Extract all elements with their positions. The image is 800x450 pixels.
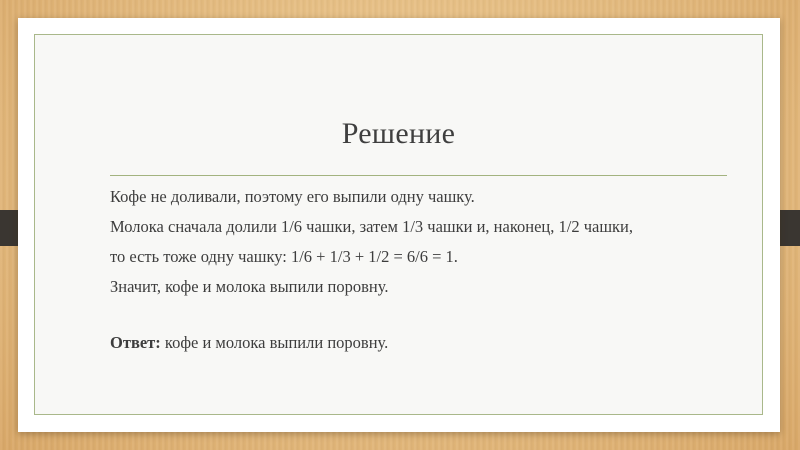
slide-card [18, 18, 780, 432]
slide-frame [34, 34, 763, 415]
title-divider [110, 175, 727, 176]
paragraph-sum: то есть тоже одну чашку: 1/6 + 1/3 + 1/2 = 6/6 = 1. [110, 247, 458, 266]
paragraph-milk: Молока сначала долили 1/6 чашки, затем 1/3 чашки и, наконец, 1/2 чашки, [110, 217, 633, 236]
answer-label: Ответ: [110, 333, 161, 352]
answer-line [110, 333, 710, 353]
slide-title: Решение [341, 117, 456, 150]
paragraph-spacer [110, 307, 710, 333]
paragraph-coffee: Кофе не доливали, поэтому его выпили одну чашку. [110, 187, 475, 206]
slide-body [110, 187, 710, 363]
paragraph-conclusion: Значит, кофе и молока выпили поровну. [110, 277, 389, 296]
answer-text: кофе и молока выпили поровну. [160, 333, 389, 352]
